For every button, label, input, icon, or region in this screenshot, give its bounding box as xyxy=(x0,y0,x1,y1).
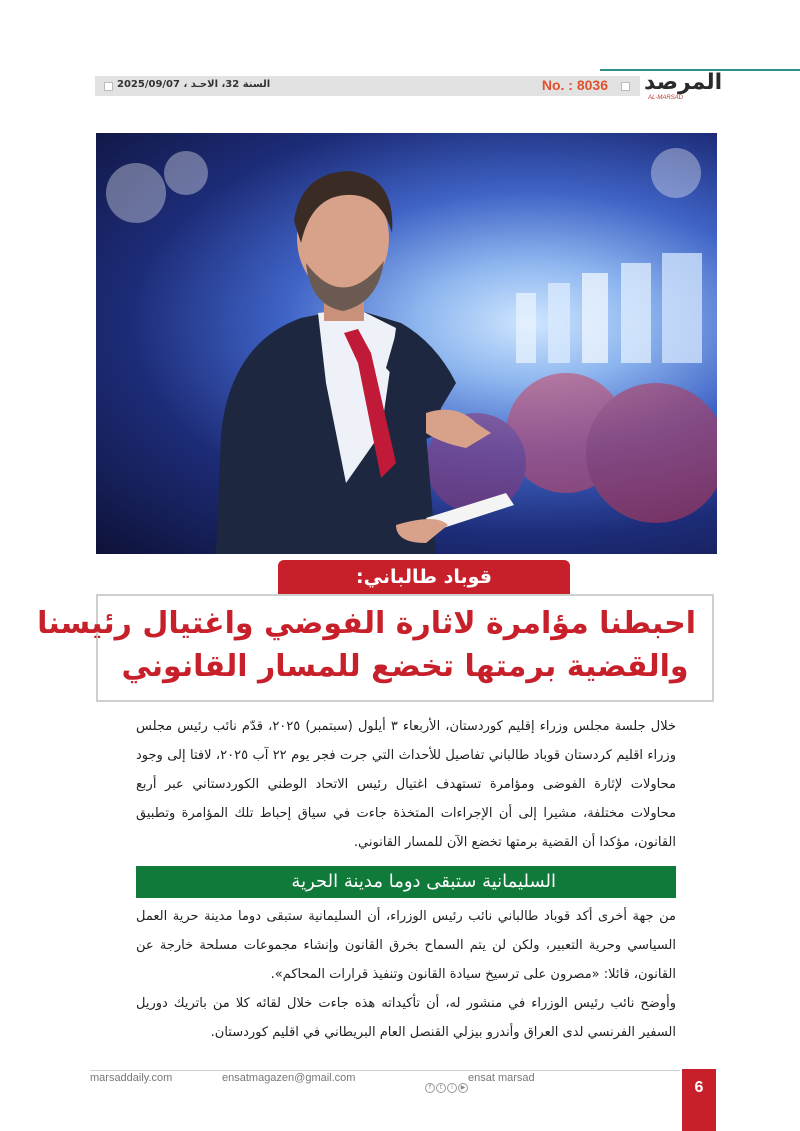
publication-logo xyxy=(640,70,723,102)
article-paragraph-2b: وأوضح نائب رئيس الوزراء في منشور له، أن تأكيداته هذه جاءت خلال لقائه كلا من باتريك دوريل السفير الفرنسي لدى العراق وأندرو بيزلي القنصل العام البريطاني في اقليم كوردستان. xyxy=(136,996,676,1040)
page-number-box xyxy=(682,1069,716,1131)
bullet-icon xyxy=(104,82,113,91)
instagram-icon[interactable]: i xyxy=(447,1083,457,1093)
subheading-bar xyxy=(136,866,676,898)
speaker-name-tab xyxy=(278,560,570,596)
date-line: السنة 32، الاحـد ، 2025/09/07 xyxy=(117,79,271,90)
issue-header-bar xyxy=(95,76,640,96)
article-paragraph-1: خلال جلسة مجلس وزراء إقليم كوردستان، الأربعاء ٣ أيلول (سبتمبر) ٢٠٢٥، قدّم نائب رئيس مجلس وزراء اقليم كردستان قوباد طالباني تفاصيل للأحداث التي جرت فجر يوم ٢٢ آب ٢٠٢٥، لافتا إلى وجود محاولات لإثارة الفوضى ومؤامرة تستهدف اغتيال رئيس الاتحاد الوطني الكوردستاني عبر أربع محاولات مختلفة، مشيرا إلى أن الإجراءات المتخذة جاءت في سياق إحباط تلك المؤامرة وتطبيق القانون، مؤكدا أن القضية برمتها تخضع الآن للمسار القانوني. xyxy=(136,719,676,850)
bullet-icon xyxy=(621,82,630,91)
article-paragraph-2a: من جهة أخرى أكد قوباد طالباني نائب رئيس الوزراء، أن السليمانية ستبقى دوما مدينة حرية العمل السياسي وحرية التعبير، ولكن لن يتم السماح بخرق القانون وإنشاء مجموعات مسلحة خارجة عن القانون، قائلا: «مصرون على ترسيخ سيادة القانون وتنفيذ قرارات المحاكم». xyxy=(136,909,676,982)
headline-box xyxy=(37,594,714,702)
article-paragraph-2 xyxy=(136,902,676,1047)
logo-latin: AL-MARSAD xyxy=(648,95,684,101)
tab-label: قوباد طالباني: xyxy=(356,566,492,588)
youtube-icon[interactable]: ▶ xyxy=(458,1083,468,1093)
footer-social-handle: ensat marsad xyxy=(468,1072,535,1084)
speaker-illustration xyxy=(96,133,717,554)
footer-website[interactable]: marsaddaily.com xyxy=(90,1072,173,1084)
subheading: السليمانية ستبقى دوما مدينة الحرية xyxy=(291,871,556,892)
footer-email[interactable]: ensatmagazen@gmail.com xyxy=(222,1072,356,1084)
headline-line-1: احبطنا مؤامرة لاثارة الفوضي واغتيال رئيسنا xyxy=(37,606,696,641)
headline-line-2: والقضية برمتها تخضع للمسار القانوني xyxy=(121,649,689,684)
facebook-icon[interactable]: f xyxy=(425,1083,435,1093)
logo-arabic: المرصد xyxy=(644,70,723,95)
footer-divider xyxy=(90,1070,680,1071)
twitter-icon[interactable]: t xyxy=(436,1083,446,1093)
social-icons xyxy=(425,1074,469,1093)
article-photo xyxy=(96,133,717,554)
page-number: 6 xyxy=(694,1079,704,1096)
issue-number: No. : 8036 xyxy=(541,77,608,93)
